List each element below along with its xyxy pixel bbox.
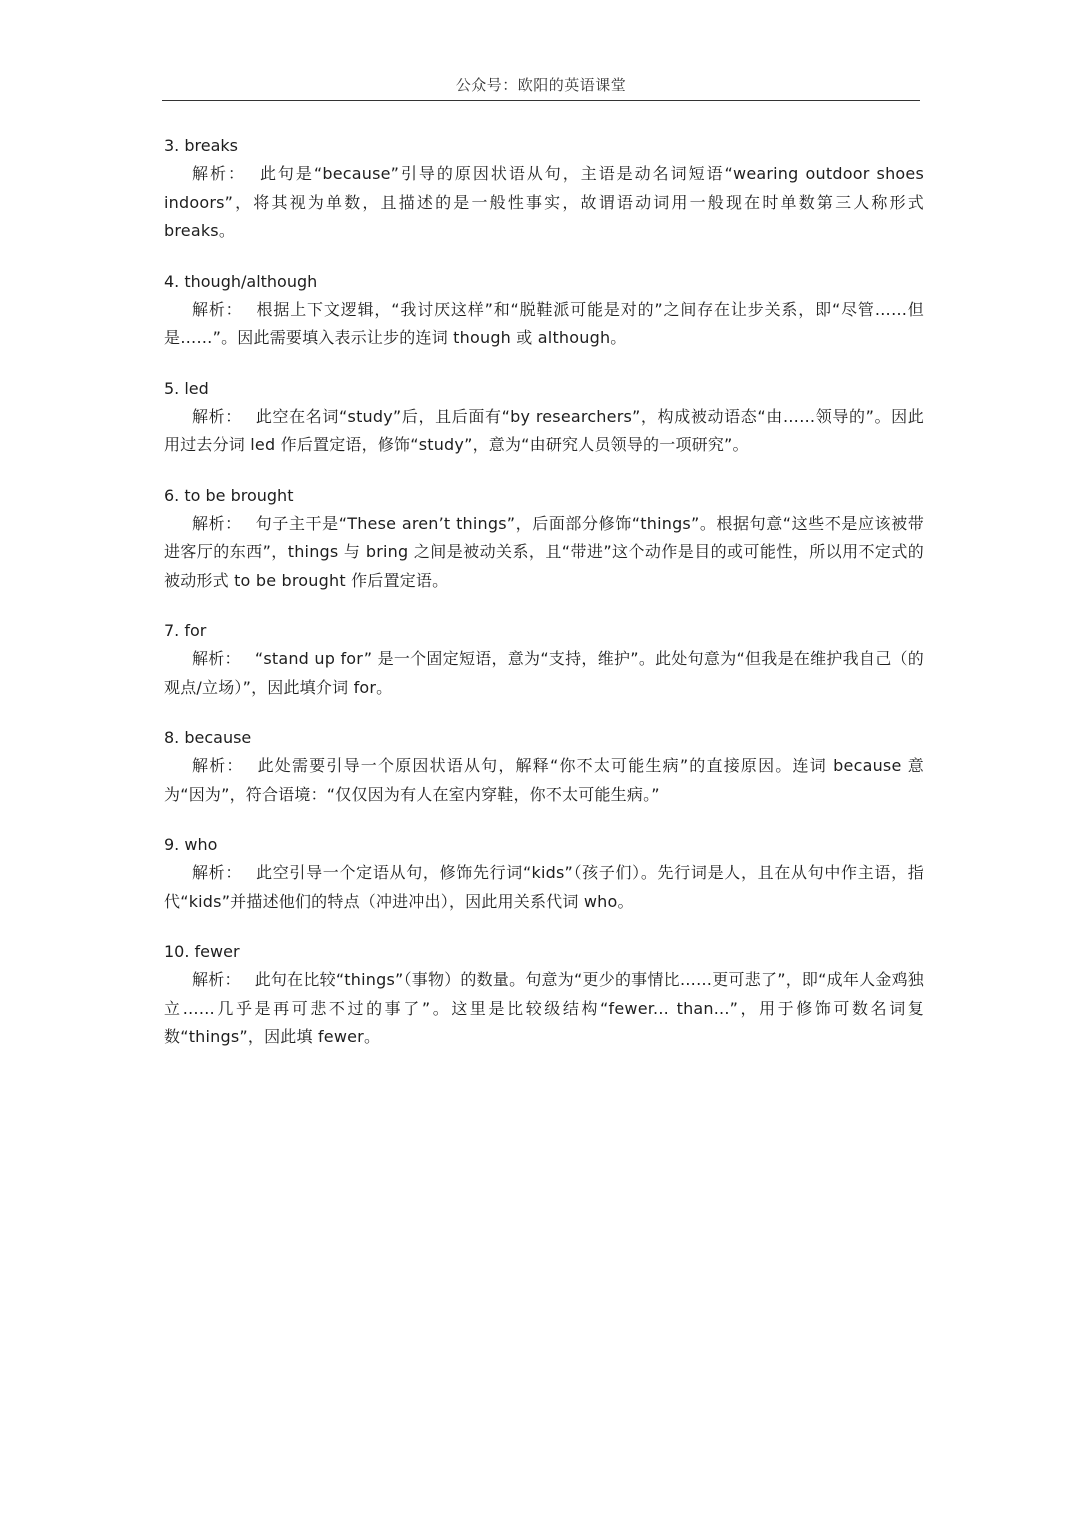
answer-title: 4. though/although	[164, 271, 318, 291]
answer-list	[164, 132, 924, 1074]
explanation-text: “stand up for” 是一个固定短语，意为“支持，维护”。此处句意为“但我是在维护我自己（的观点/立场）”，因此填介词 for。	[164, 649, 924, 697]
answer-title: 9. who	[164, 835, 218, 854]
explanation-label: 解析：	[192, 970, 241, 989]
explanation-text: 此空在名词“study”后，且后面有“by researchers”，构成被动语态“由……领导的”。因此用过去分词 led 作后置定语，修饰“study”，意为“由研究人员领导的一项研究”。	[164, 406, 924, 454]
explanation-label: 解析：	[192, 406, 242, 426]
explanation-label: 解析：	[192, 649, 241, 668]
explanation-label: 解析：	[192, 513, 242, 533]
answer-item-5	[164, 375, 924, 460]
answer-explanation	[164, 160, 924, 246]
answer-item-7	[164, 617, 924, 702]
answer-item-3	[164, 132, 924, 246]
header-divider	[162, 100, 920, 101]
answer-explanation	[164, 645, 924, 702]
answer-explanation	[164, 403, 924, 460]
answer-item-8	[164, 724, 924, 809]
explanation-label: 解析：	[192, 299, 243, 319]
answer-explanation	[164, 510, 924, 596]
answer-explanation	[164, 859, 924, 916]
answer-title: 8. because	[164, 728, 252, 747]
answer-item-10	[164, 938, 924, 1052]
answer-title: 6. to be brought	[164, 485, 294, 505]
answer-explanation	[164, 752, 924, 809]
answer-item-4	[164, 268, 924, 353]
answer-title: 3. breaks	[164, 136, 238, 155]
explanation-label: 解析：	[192, 863, 243, 882]
explanation-text: 此句是“because”引导的原因状语从句，主语是动名词短语“wearing outdoor shoes indoors”，将其视为单数，且描述的是一般性事实，故谓语动词用一般现在时单数第三人称形式 breaks。	[164, 164, 924, 240]
answer-item-6	[164, 482, 924, 596]
explanation-text: 此句在比较“things”（事物）的数量。句意为“更少的事情比……更可悲了”，即“成年人金鸡独立……几乎是再可悲不过的事了”。这里是比较级结构“fewer... than...”，用于修饰可数名词复数“things”，因此填 fewer。	[164, 970, 924, 1046]
answer-title: 10. fewer	[164, 942, 240, 961]
explanation-text: 此空引导一个定语从句，修饰先行词“kids”（孩子们）。先行词是人，且在从句中作主语，指代“kids”并描述他们的特点（冲进冲出），因此用关系代词 who。	[164, 863, 924, 911]
answer-title: 7. for	[164, 621, 207, 640]
answer-explanation	[164, 296, 924, 353]
answer-item-9	[164, 831, 924, 916]
page-header: 公众号：欧阳的英语课堂	[455, 76, 627, 94]
explanation-label: 解析：	[192, 164, 246, 183]
answer-title: 5. led	[164, 378, 209, 398]
explanation-text: 句子主干是“These aren’t things”，后面部分修饰“things”。根据句意“这些不是应该被带进客厅的东西”，things 与 bring 之间是被动关系，且“带进”这个动作是目的或可能性，所以用不定式的被动形式 to be brought 作后置定语。	[164, 513, 924, 590]
explanation-text: 根据上下文逻辑，“我讨厌这样”和“脱鞋派可能是对的”之间存在让步关系，即“尽管……但是……”。因此需要填入表示让步的连词 though 或 although。	[164, 299, 924, 347]
explanation-label: 解析：	[192, 756, 244, 775]
answer-explanation	[164, 966, 924, 1052]
explanation-text: 此处需要引导一个原因状语从句，解释“你不太可能生病”的直接原因。连词 because 意为“因为”，符合语境：“仅仅因为有人在室内穿鞋，你不太可能生病。”	[164, 756, 924, 804]
